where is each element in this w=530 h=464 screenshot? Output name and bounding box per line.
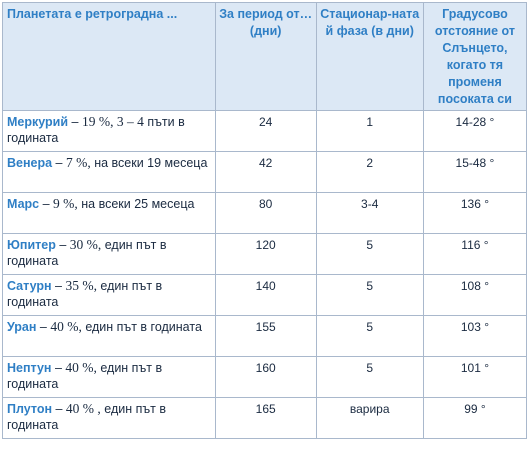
planet-description-cell bbox=[3, 275, 216, 316]
frequency-text: пъти в годината bbox=[7, 115, 185, 145]
retrograde-percentage: 19 %, 3 – 4 bbox=[81, 114, 144, 129]
frequency-text: един път в годината bbox=[7, 279, 163, 309]
header-planet: Планетата е ретроградна ... bbox=[3, 3, 216, 111]
degrees-cell: 108 ° bbox=[423, 275, 526, 316]
stationary-cell: 2 bbox=[316, 152, 423, 193]
degrees-cell: 116 ° bbox=[423, 234, 526, 275]
dash-separator: – bbox=[39, 197, 54, 211]
frequency-text: на всеки 25 месеца bbox=[77, 197, 195, 211]
stationary-cell: 5 bbox=[316, 357, 423, 398]
planet-description-cell bbox=[3, 152, 216, 193]
table-header bbox=[3, 3, 527, 111]
planet-name: Меркурий bbox=[7, 115, 69, 129]
planet-name: Нептун bbox=[7, 361, 52, 375]
stationary-cell: 5 bbox=[316, 316, 423, 357]
frequency-text: един път в годината bbox=[7, 361, 163, 391]
degrees-cell: 103 ° bbox=[423, 316, 526, 357]
stationary-cell: варира bbox=[316, 398, 423, 439]
planet-description-cell bbox=[3, 111, 216, 152]
planet-description-cell bbox=[3, 234, 216, 275]
frequency-text: един път в годината bbox=[7, 238, 167, 268]
period-cell: 80 bbox=[215, 193, 316, 234]
stationary-cell: 5 bbox=[316, 234, 423, 275]
dash-separator: – bbox=[68, 115, 82, 129]
planet-description-cell bbox=[3, 316, 216, 357]
period-cell: 155 bbox=[215, 316, 316, 357]
retrograde-percentage: 40 % , bbox=[65, 401, 101, 416]
period-cell: 24 bbox=[215, 111, 316, 152]
dash-separator: – bbox=[51, 361, 66, 375]
stationary-cell: 5 bbox=[316, 275, 423, 316]
planet-name: Марс bbox=[7, 197, 40, 211]
planet-name: Юпитер bbox=[7, 238, 56, 252]
frequency-text: на всеки 19 месеца bbox=[90, 156, 208, 170]
retrograde-percentage: 35 %, bbox=[65, 278, 97, 293]
table-row bbox=[3, 111, 527, 152]
table-row bbox=[3, 234, 527, 275]
planet-name: Сатурн bbox=[7, 279, 52, 293]
table-row bbox=[3, 357, 527, 398]
frequency-text: един път в годината bbox=[81, 320, 202, 334]
planet-description-cell bbox=[3, 398, 216, 439]
header-degrees: Градусово отстояние от Слънцето, когато тя променя посоката си bbox=[423, 3, 526, 111]
retrograde-percentage: 9 %, bbox=[53, 196, 78, 211]
period-cell: 165 bbox=[215, 398, 316, 439]
table-row bbox=[3, 275, 527, 316]
planet-description-cell bbox=[3, 193, 216, 234]
dash-separator: – bbox=[36, 320, 51, 334]
degrees-cell: 99 ° bbox=[423, 398, 526, 439]
dash-separator: – bbox=[55, 238, 70, 252]
planet-name: Венера bbox=[7, 156, 53, 170]
table-row bbox=[3, 152, 527, 193]
table-row bbox=[3, 398, 527, 439]
table-row bbox=[3, 193, 527, 234]
period-cell: 160 bbox=[215, 357, 316, 398]
retrograde-planets-table bbox=[2, 2, 527, 439]
period-cell: 140 bbox=[215, 275, 316, 316]
table-body bbox=[3, 111, 527, 439]
dash-separator: – bbox=[51, 279, 66, 293]
retrograde-percentage: 40 %, bbox=[65, 360, 97, 375]
table-row bbox=[3, 316, 527, 357]
degrees-cell: 136 ° bbox=[423, 193, 526, 234]
planet-name: Плутон bbox=[7, 402, 53, 416]
retrograde-percentage: 40 %, bbox=[50, 319, 82, 334]
retrograde-percentage: 30 %, bbox=[69, 237, 102, 252]
header-row bbox=[3, 3, 527, 111]
planet-name: Уран bbox=[7, 320, 37, 334]
period-cell: 120 bbox=[215, 234, 316, 275]
degrees-cell: 101 ° bbox=[423, 357, 526, 398]
dash-separator: – bbox=[52, 402, 66, 416]
dash-separator: – bbox=[52, 156, 66, 170]
degrees-cell: 15-48 ° bbox=[423, 152, 526, 193]
header-period: За период от… (дни) bbox=[215, 3, 316, 111]
frequency-text: един път в годината bbox=[7, 402, 167, 432]
period-cell: 42 bbox=[215, 152, 316, 193]
stationary-cell: 3-4 bbox=[316, 193, 423, 234]
stationary-cell: 1 bbox=[316, 111, 423, 152]
degrees-cell: 14-28 ° bbox=[423, 111, 526, 152]
planet-description-cell bbox=[3, 357, 216, 398]
retrograde-percentage: 7 %, bbox=[65, 155, 91, 170]
header-stationary: Стационар-ната й фаза (в дни) bbox=[316, 3, 423, 111]
